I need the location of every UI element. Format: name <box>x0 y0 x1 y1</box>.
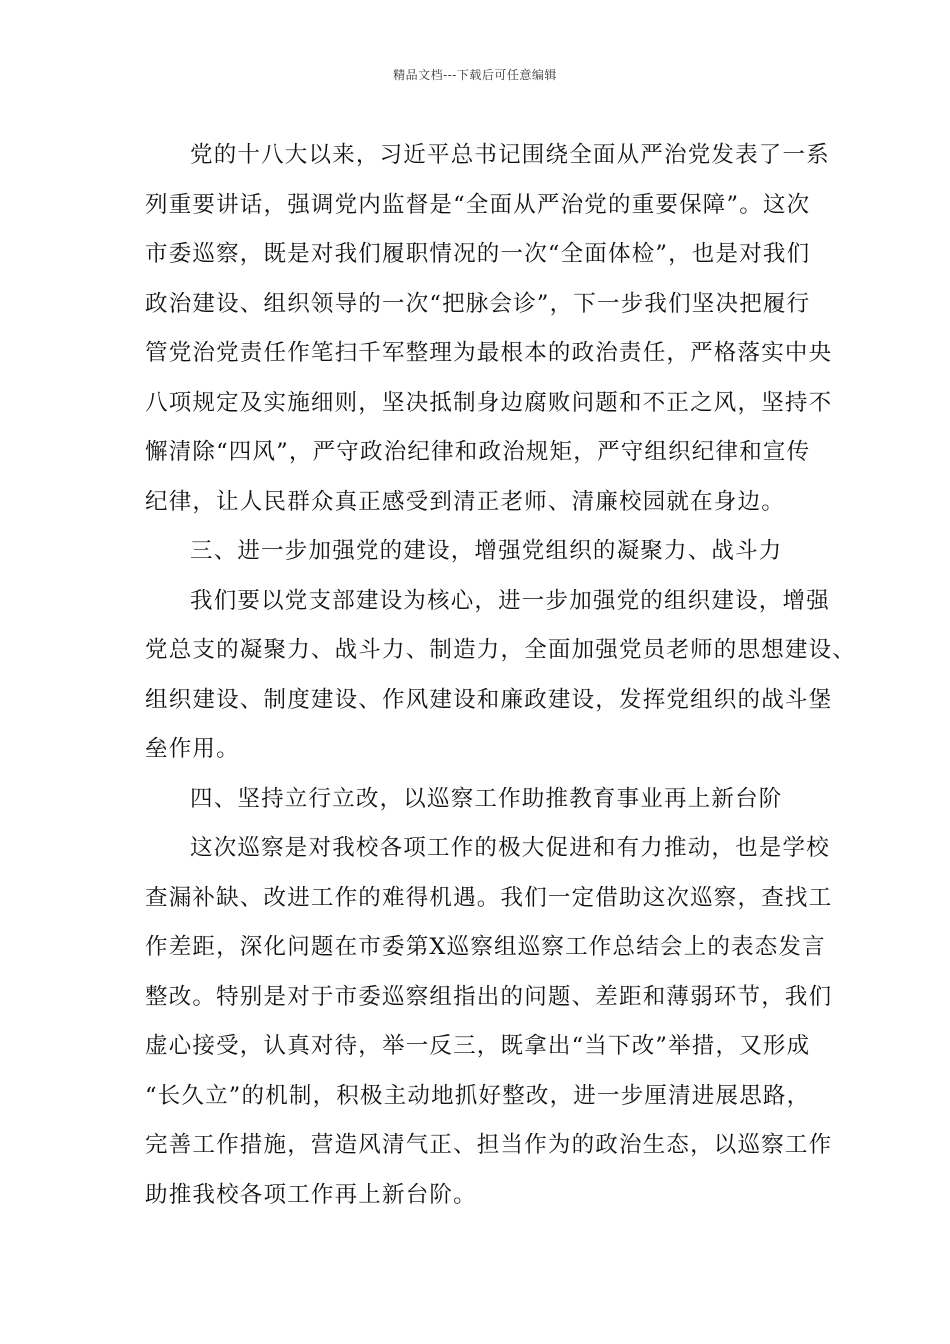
text-line: 虚心接受，认真对待，举一反三，既拿出“当下改”举措，又形成 <box>145 1033 811 1059</box>
text-line: 列重要讲话，强调党内监督是“全面从严治党的重要保障”。这次 <box>145 191 811 218</box>
text-line: 纪律，让人民群众真正感受到清正老师、清廉校园就在身边。 <box>145 488 785 515</box>
text-line: 这次巡察是对我校各项工作的极大促进和有力推动，也是学校 <box>190 835 830 861</box>
text-line: 管党治党责任作笔扫千军整理为最根本的政治责任，严格落实中央 <box>145 340 833 366</box>
text-line: 懈清除“四风”，严守政治纪律和政治规矩，严守组织纪律和宣传 <box>145 439 811 465</box>
text-line: 助推我校各项工作再上新台阶。 <box>145 1181 477 1208</box>
text-line: 八项规定及实施细则，坚决抵制身边腐败问题和不正之风，坚持不 <box>145 389 833 416</box>
document-body <box>145 131 857 1220</box>
text-line: 查漏补缺、改进工作的难得机遇。我们一定借助这次巡察，查找工 <box>145 884 833 911</box>
text-line: 党的十八大以来，习近平总书记围绕全面从严治党发表了一系 <box>190 142 830 168</box>
page-header: 精品文档---下载后可任意编辑 <box>393 68 557 82</box>
text-line: “长久立”的机制，积极主动地抓好整改，进一步厘清进展思路， <box>145 1082 811 1109</box>
text-line: 党总支的凝聚力、战斗力、制造力，全面加强党员老师的思想建设、 <box>145 637 857 663</box>
text-line: 四、坚持立行立改，以巡察工作助推教育事业再上新台阶 <box>190 785 783 812</box>
text-line: 组织建设、制度建设、作风建设和廉政建设，发挥党组织的战斗堡 <box>145 686 833 713</box>
text-line: 我们要以党支部建设为核心，进一步加强党的组织建设，增强 <box>190 587 830 614</box>
text-line: 三、进一步加强党的建设，增强党组织的凝聚力、战斗力 <box>190 538 783 564</box>
text-line: 市委巡察，既是对我们履职情况的一次“全面体检”，也是对我们 <box>145 241 811 267</box>
text-line: 作差距，深化问题在市委第X巡察组巡察工作总结会上的表态发言 <box>145 934 826 960</box>
text-line: 政治建设、组织领导的一次“把脉会诊”，下一步我们坚决把履行 <box>145 290 811 317</box>
text-line: 完善工作措施，营造风清气正、担当作为的政治生态，以巡察工作 <box>145 1132 833 1158</box>
text-line: 整改。特别是对于市委巡察组指出的问题、差距和薄弱环节，我们 <box>145 983 833 1010</box>
text-line: 垒作用。 <box>145 736 240 762</box>
